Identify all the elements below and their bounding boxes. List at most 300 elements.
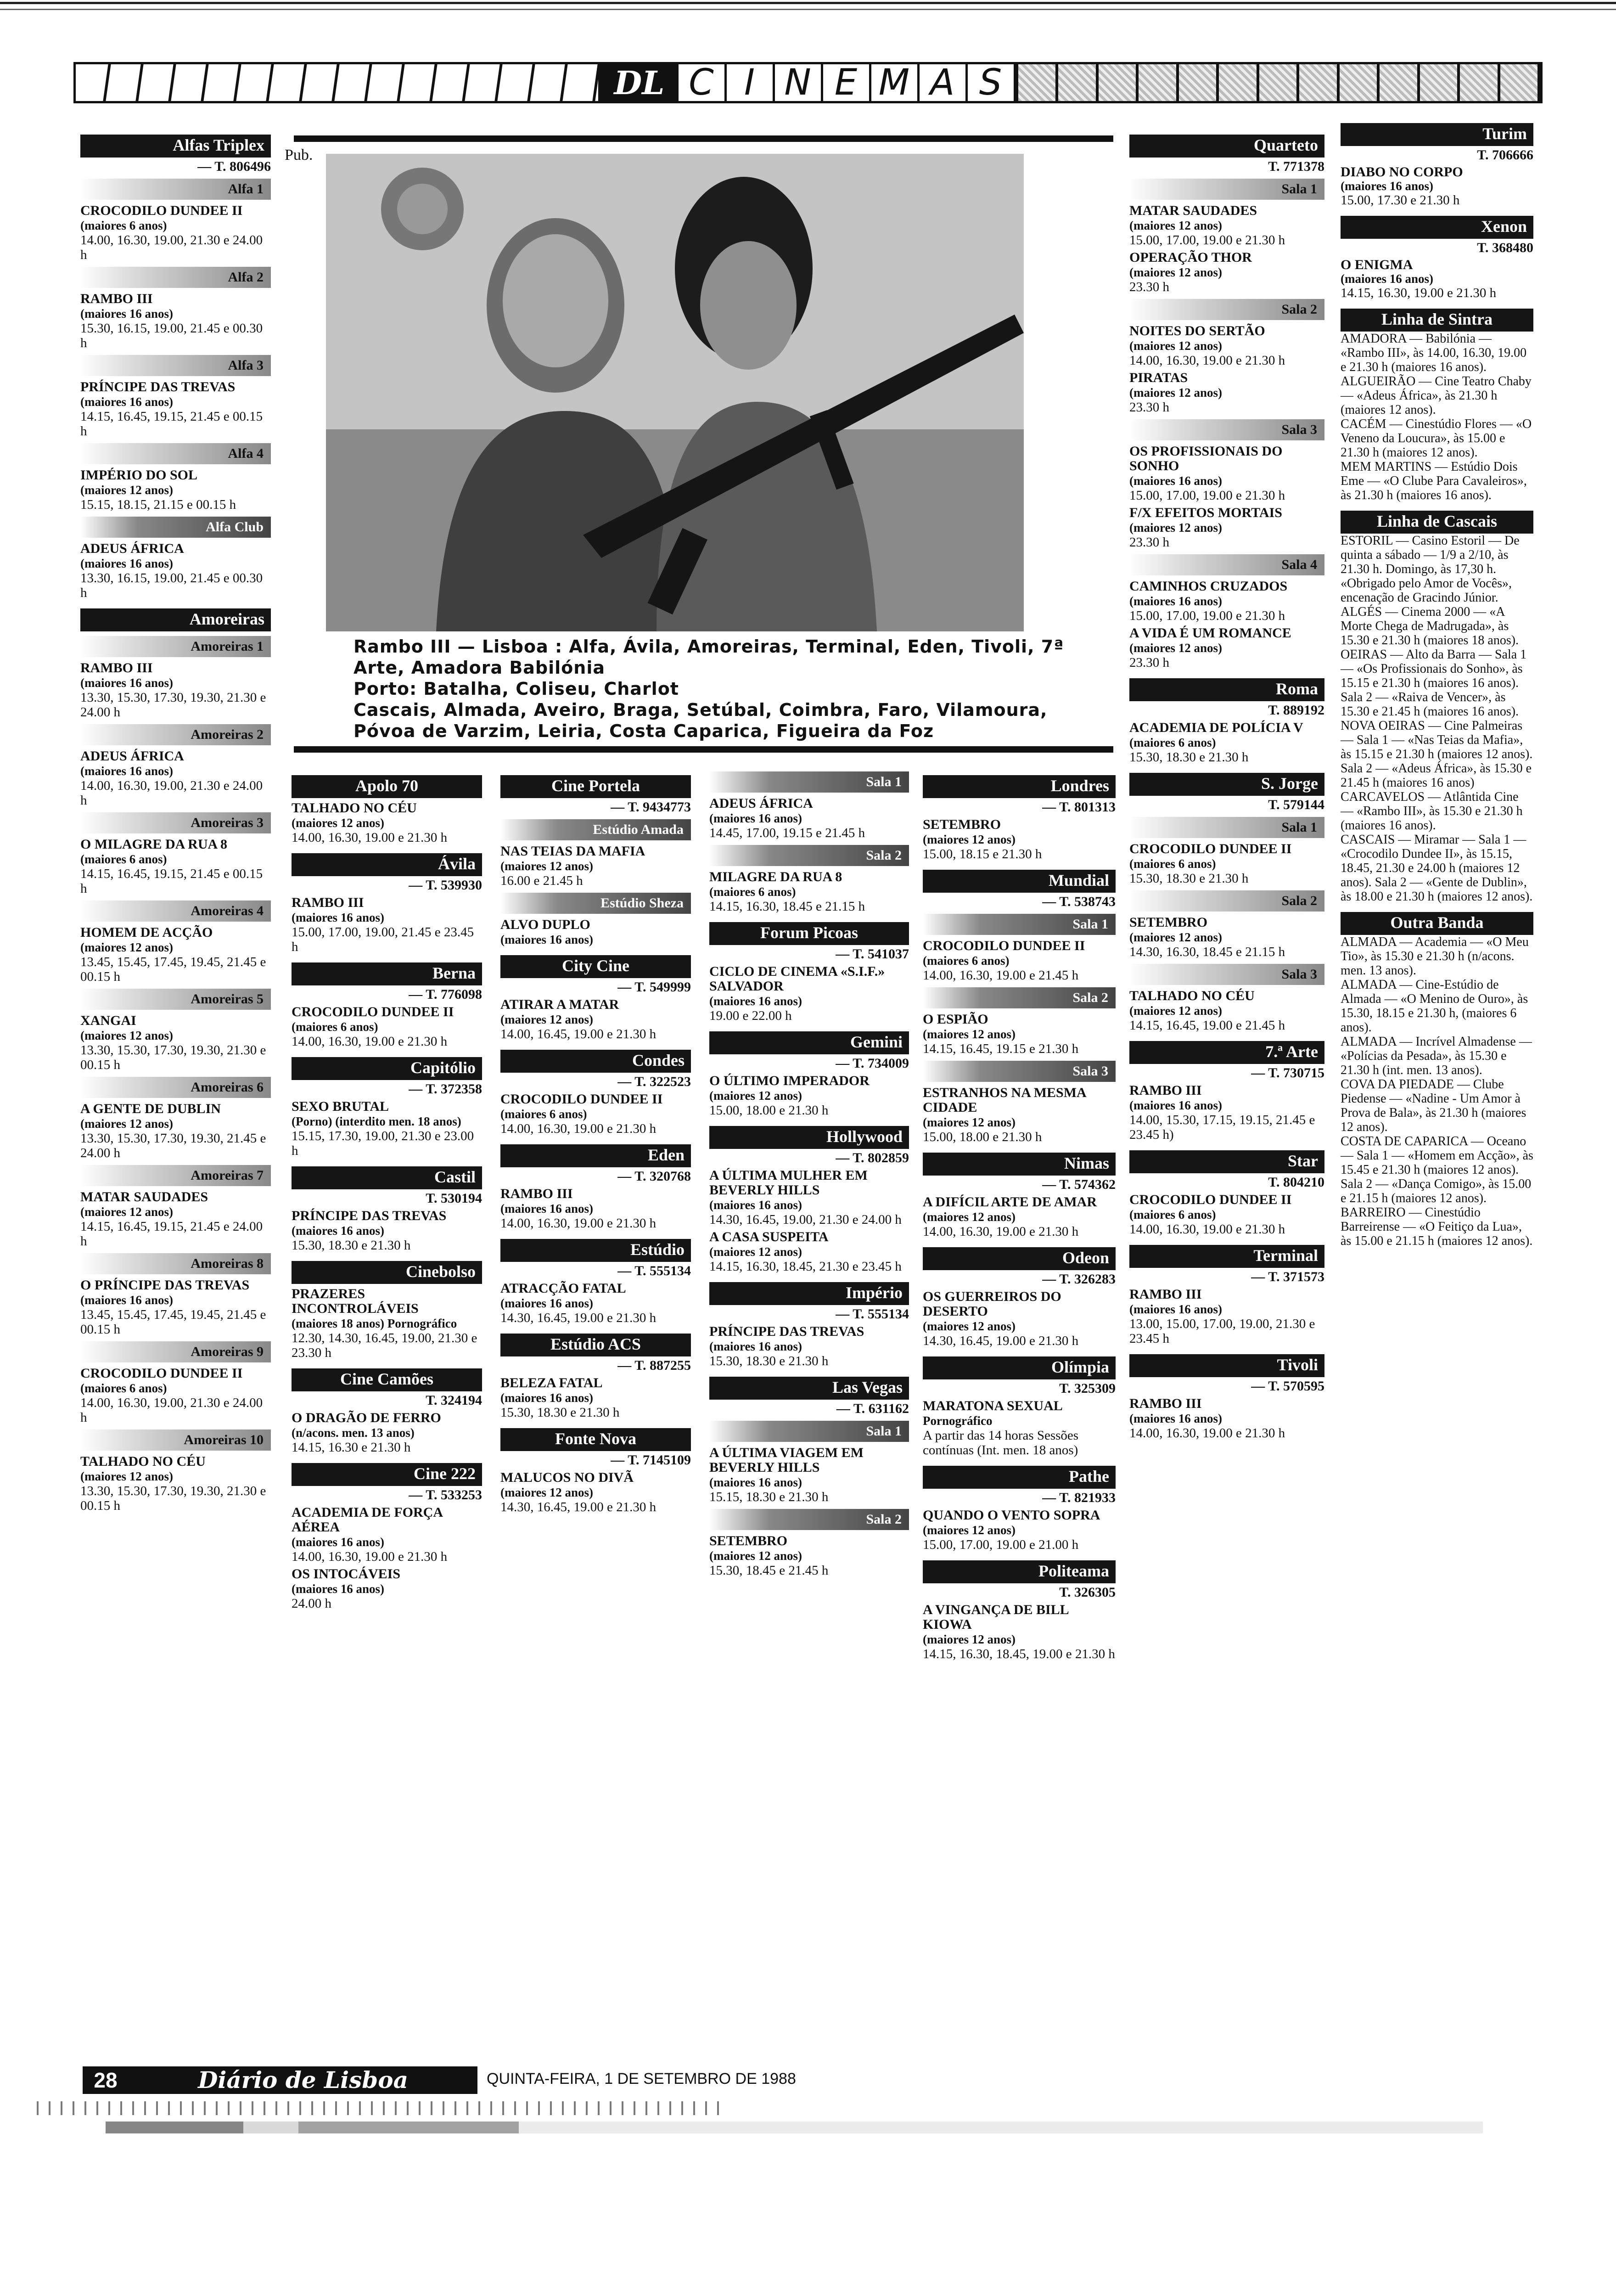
showtimes: 14.00, 16.30, 19.00 e 21.30 h [500,1216,656,1231]
regional-listing: ESTORIL — Casino Estoril — De quinta a sábado — 1/9 a 2/10, às 21.30 h. Domingo, às 17,30 h. «Obrigado pelo Amor de Vocês», encenação de Gracindo Júnior. [1341,534,1520,605]
showtimes: 23.30 h [1129,400,1169,415]
showtimes: 14.15, 16.45, 19.15 e 21.30 h [923,1041,1079,1056]
showtimes: 15.30, 16.15, 19.00, 21.45 e 00.30 h [80,321,263,350]
column-7 [1341,115,1533,1248]
age-rating: (maiores 12 anos) [1129,339,1222,353]
listing [923,1061,1116,1144]
showtimes: 15.15, 17.30, 19.00, 21.30 e 23.00 h [292,1129,474,1158]
cinema-listing [500,1144,691,1231]
age-rating: (maiores 12 anos) [1129,219,1222,232]
cinema-header: Cine Portela [500,775,691,798]
age-rating: (maiores 6 anos) [80,852,167,866]
age-rating: (maiores 12 anos) [80,1205,173,1219]
newspaper-name: Diário de Lisboa [129,2066,477,2094]
room-header: Amoreiras 9 [80,1341,271,1362]
showtimes: 23.30 h [1129,535,1169,550]
age-rating: (maiores 16 anos) [709,1339,802,1353]
room-header: Amoreiras 3 [80,812,271,833]
showtimes: 15.30, 18.30 e 21.30 h [1129,750,1249,765]
phone-number: — T. 555134 [617,1263,691,1278]
cinema-header: Eden [500,1144,691,1167]
listing [80,900,271,984]
showtimes: 16.00 e 21.45 h [500,873,583,888]
film-title: A ÚLTIMA MULHER EM BEVERLY HILLS [709,1168,868,1198]
cinema-listing [1129,1041,1324,1142]
age-rating: (maiores 6 anos) [1129,1208,1216,1221]
showtimes: 14.00, 16.30, 19.00, 21.30 e 24.00 h [80,233,263,262]
regional-listing: CACÉM — Cinestúdio Flores — «O Veneno da Loucura», às 15.00 e 21.30 h (maiores 12 anos). [1341,417,1532,460]
phone-number: T. 368480 [1477,240,1533,255]
room-header: Amoreiras 10 [80,1429,271,1451]
cinema-header: Nimas [923,1153,1116,1176]
phone-number: — T. 326283 [1042,1272,1116,1287]
age-rating: (maiores 16 anos) [80,307,173,321]
showtimes: 13.45, 15.45, 17.45, 19.45, 21.45 e 00.15 h [80,955,266,984]
title-letter: C [676,62,727,103]
age-rating: (maiores 16 anos) [292,1582,384,1596]
age-rating: (maiores 16 anos) [80,557,173,570]
film-title: MALUCOS NO DIVÃ [500,1470,634,1485]
regional-listing: ALGÉS — Cinema 2000 — «A Morte Chega de Madrugada», às 15.30 e 21.30 h (maiores 18 anos). [1341,605,1519,647]
age-rating: (maiores 12 anos) [923,1210,1016,1224]
phone-number: T. 579144 [1268,797,1324,812]
showtimes: 12.30, 14.30, 16.45, 19.00, 21.30 e 23.30 h [292,1331,477,1360]
column-6 [1129,126,1324,1441]
cinema-header: Politeama [923,1560,1116,1583]
section-header [73,62,1543,103]
cinema-header: Cine Camões [292,1368,482,1391]
film-title: TALHADO NO CÉU [80,1454,206,1469]
phone-number: — T. 821933 [1042,1490,1116,1505]
age-rating: (maiores 16 anos) [292,1535,384,1549]
phone-number: — T. 887255 [617,1358,691,1373]
showtimes: 13.45, 15.45, 17.45, 19.45, 21.45 e 00.15 h [80,1307,266,1337]
showtimes: 14.45, 17.00, 19.15 e 21.45 h [709,826,865,840]
cinema-header: City Cine [500,955,691,978]
phone-number: — T. 734009 [836,1056,909,1071]
ad-caption-line: Cascais, Almada, Aveiro, Braga, Setúbal, Coimbra, Faro, Vilamoura, [354,700,1048,720]
cinema-header: 7.ª Arte [1129,1041,1324,1064]
phone-number: T. 804210 [1268,1175,1324,1190]
cinema-header: Apolo 70 [292,775,482,798]
film-title: CROCODILO DUNDEE II [80,1366,243,1381]
showtimes: 14.30, 16.30, 18.45 e 21.15 h [1129,945,1285,959]
age-rating: (maiores 12 anos) [500,859,593,873]
cinema-listing [923,775,1116,861]
showtimes: 14.15, 16.45, 19.00 e 21.45 h [1129,1018,1285,1033]
title-letter: N [773,62,823,103]
film-title: QUANDO O VENTO SOPRA [923,1508,1100,1523]
listing [80,1165,271,1249]
showtimes: 14.30, 16.45, 19.00 e 21.30 h [500,1500,656,1514]
footer-smudge [106,2122,1483,2133]
cinema-listing [292,775,482,845]
listing [1129,299,1324,415]
room-header: Sala 4 [1129,554,1324,575]
cinema-listing [1129,678,1324,765]
cinema-listing [1341,216,1533,300]
age-rating: (maiores 12 anos) [500,1486,593,1499]
film-title: CAMINHOS CRUZADOS [1129,579,1288,594]
room-header: Sala 3 [923,1061,1116,1082]
film-title: RAMBO III [80,291,153,306]
film-title: CROCODILO DUNDEE II [1129,1192,1292,1207]
ad-caption-line: Porto: Batalha, Coliseu, Charlot [354,679,679,699]
cinema-header: Estúdio ACS [500,1334,691,1356]
cinema-header: Olímpia [923,1356,1116,1379]
region-header-outra-banda: Outra Banda [1341,912,1533,935]
film-title: ACADEMIA DE FORÇA AÉREA [292,1505,443,1535]
age-rating: (maiores 6 anos) [80,1381,167,1395]
cinema-header: Roma [1129,678,1324,701]
cinema-listing [923,1153,1116,1239]
cinema-listing [292,1057,482,1158]
age-rating: (maiores 16 anos) [1129,1412,1222,1425]
cinema-listing [923,1247,1116,1348]
film-title: A VIDA É UM ROMANCE [1129,625,1291,641]
showtimes: 13.00, 15.00, 17.00, 19.00, 21.30 e 23.45 h [1129,1317,1315,1346]
title-letter: M [869,62,920,103]
room-header: Sala 1 [709,771,909,793]
age-rating: (maiores 12 anos) [923,1027,1016,1041]
age-rating: (maiores 16 anos) [1129,1098,1222,1112]
phone-number: — T. 541037 [836,946,909,962]
title-letter: A [917,62,968,103]
film-title: ADEUS ÁFRICA [80,748,184,764]
room-header: Amoreiras 6 [80,1077,271,1098]
film-title: RAMBO III [500,1186,573,1201]
column-2 [292,767,482,1611]
phone-number: — T. 7145109 [611,1452,691,1468]
cinema-header: Alfas Triplex [80,135,271,158]
listing [1129,890,1324,959]
age-rating: (maiores 6 anos) [292,1020,378,1034]
age-rating: (maiores 16 anos) [292,1224,384,1238]
film-title: RAMBO III [1129,1287,1202,1302]
film-title: TALHADO NO CÉU [292,800,417,816]
showtimes: 14.00, 16.30, 19.00, 21.30 e 24.00 h [80,778,263,808]
film-title: IMPÉRIO DO SOL [80,467,198,483]
column-1 [80,126,271,1513]
cinema-header: Mundial [923,870,1116,893]
header-stripes-right [1016,62,1543,103]
listing [1129,554,1324,670]
listing [80,989,271,1072]
showtimes: 15.00, 17.00, 19.00 e 21.30 h [1129,233,1285,248]
cinema-header: Fonte Nova [500,1428,691,1451]
room-header: Sala 2 [709,845,909,866]
film-title: ADEUS ÁFRICA [709,796,813,811]
age-rating: (maiores 12 anos) [923,833,1016,846]
phone-number: — T. 570595 [1251,1379,1324,1394]
showtimes: 15.30, 18.30 e 21.30 h [709,1354,829,1368]
column-3 [500,767,691,1514]
cinema-header: Estúdio [500,1239,691,1262]
phone-number: — T. 549999 [617,979,691,995]
film-title: CROCODILO DUNDEE II [500,1092,663,1107]
film-title: A GENTE DE DUBLIN [80,1101,221,1116]
showtimes: 15.00, 17.00, 19.00, 21.45 e 23.45 h [292,925,474,954]
age-rating: (maiores 6 anos) [500,1107,587,1121]
region-header-sintra: Linha de Sintra [1341,309,1533,332]
ad-bottom-rule [294,746,1113,753]
film-title: SETEMBRO [923,817,1001,832]
regional-listing: BARREIRO — Cinestúdio Barreirense — «O Feitiço da Lua», às 15.00 e 21.15 h (maiores 12 anos). [1341,1205,1533,1248]
film-title: O DRAGÃO DE FERRO [292,1410,441,1425]
age-rating: (maiores 12 anos) [1129,641,1222,655]
age-rating: (maiores 16 anos) [1341,272,1433,286]
age-rating: (maiores 16 anos) [709,1475,802,1489]
showtimes: A partir das 14 horas Sessões contínuas (Int. men. 18 anos) [923,1428,1079,1458]
film-title: O ÚLTIMO IMPERADOR [709,1073,870,1088]
room-header: Alfa 1 [80,179,271,200]
header-stripes-left [73,62,600,103]
film-title: ESTRANHOS NA MESMA CIDADE [923,1085,1086,1115]
regional-listing: OEIRAS — Alto da Barra — Sala 1 — «Os Profissionais do Sonho», às 15.15 e 21.30 h (maiores 16 anos). Sala 2 — «Raiva de Vencer», às 15.30 e 21.45 h (maiores 16 anos). [1341,647,1527,719]
showtimes: 19.00 e 22.00 h [709,1008,792,1023]
cinema-listing [709,1377,909,1504]
age-rating: (maiores 16 anos) [1129,1302,1222,1316]
film-title: F/X EFEITOS MORTAIS [1129,505,1282,520]
age-rating: (maiores 12 anos) [80,940,173,954]
phone-number: — T. 371573 [1251,1269,1324,1284]
cinema-header: Star [1129,1150,1324,1173]
age-rating: (maiores 12 anos) [1129,386,1222,400]
regional-listing: CARCAVELOS — Atlântida Cine — «Rambo III», às 15.30 e 21.30 h (maiores 16 anos). [1341,790,1523,833]
phone-number: T. 889192 [1268,703,1324,718]
showtimes: 14.15, 16.30, 18.45 e 21.15 h [709,899,865,914]
cinema-header: Las Vegas [709,1377,909,1400]
cinema-header: Pathe [923,1466,1116,1489]
showtimes: 14.00, 16.30, 19.00 e 21.45 h [923,968,1079,983]
cinema-header: Hollywood [709,1126,909,1149]
room-header: Alfa 3 [80,355,271,376]
cinema-listing [292,1463,482,1611]
page-number: 28 [83,2066,129,2094]
listing [923,987,1116,1056]
showtimes: 14.00, 16.30, 19.00 e 21.30 h [500,1121,656,1136]
age-rating: (maiores 12 anos) [80,1029,173,1042]
showtimes: 15.00, 17.00, 19.00 e 21.00 h [923,1537,1079,1552]
film-title: O ESPIÃO [923,1012,988,1027]
film-title: OPERAÇÃO THOR [1129,250,1252,265]
listing [80,724,271,808]
cinema-header: Império [709,1282,909,1305]
age-rating: (maiores 12 anos) [709,1245,802,1259]
room-header: Sala 1 [1129,817,1324,838]
age-rating: (maiores 16 anos) [500,1202,593,1216]
film-title: SETEMBRO [1129,915,1208,930]
phone-number: T. 771378 [1268,159,1324,174]
showtimes: 14.00, 16.30, 19.00 e 21.30 h [923,1224,1079,1239]
ad-caption-line: Arte, Amadora Babilónia [354,658,606,678]
age-rating: (maiores 16 anos) [292,911,384,924]
regional-listing: NOVA OEIRAS — Cine Palmeiras — Sala 1 — «Nas Teias da Mafia», às 15.15 e 21.30 h (maiores 12 anos). Sala 2 — «Adeus África», às 15.30 e 21.45 h (maiores 16 anos) [1341,719,1533,790]
film-title: PIRATAS [1129,370,1188,385]
film-title: MARATONA SEXUAL [923,1398,1063,1413]
regional-listing: ALGUEIRÃO — Cine Teatro Chaby — «Adeus África», às 21.30 h (maiores 12 anos). [1341,374,1532,417]
listing [80,1253,271,1337]
room-header: Sala 3 [1129,964,1324,985]
cinema-header: Amoreiras [80,608,271,631]
cinema-listing [1129,135,1324,294]
cinema-listing [1129,1245,1324,1346]
cinema-header: Cine 222 [292,1463,482,1486]
age-rating: (maiores 16 anos) [500,1296,593,1310]
showtimes: 15.30, 18.30 e 21.30 h [500,1405,620,1420]
showtimes: 14.00, 16.30, 19.00 e 21.30 h [1129,1426,1285,1441]
age-rating: (n/acons. men. 13 anos) [292,1426,415,1440]
cinema-header: Terminal [1129,1245,1324,1268]
phone-number: — T. 574362 [1042,1177,1116,1192]
cinema-header: S. Jorge [1129,773,1324,796]
room-header: Estúdio Sheza [500,893,691,914]
film-title: RAMBO III [1129,1396,1202,1411]
phone-number: — T. 320768 [617,1169,691,1184]
ad-photo-illustration [326,154,1024,631]
cinema-listing [500,1334,691,1420]
age-rating: (maiores 18 anos) Pornográfico [292,1317,457,1330]
cinema-listing [709,922,909,1023]
showtimes: 14.00, 16.30, 19.00, 21.30 e 24.00 h [80,1396,263,1425]
cinema-header: Capitólio [292,1057,482,1080]
cinema-listing [292,1368,482,1455]
showtimes: 14.00, 16.30, 19.00 e 21.30 h [292,1549,448,1564]
age-rating: (maiores 16 anos) [80,676,173,690]
title-letter: S [965,62,1016,103]
listing [80,1341,271,1425]
cinema-header: Turim [1341,123,1533,146]
room-header: Estúdio Amada [500,819,691,840]
showtimes: 15.00, 18.00 e 21.30 h [923,1130,1042,1144]
showtimes: 15.30, 18.30 e 21.30 h [292,1238,411,1253]
age-rating: (maiores 16 anos) [500,1391,593,1405]
regional-listing: MEM MARTINS — Estúdio Dois Eme — «O Clube Para Cavaleiros», às 21.30 h (maiores 16 anos). [1341,460,1527,502]
cinema-header: Gemini [709,1031,909,1054]
age-rating: (maiores 12 anos) [292,816,384,830]
phone-number: — T. 539930 [409,878,482,893]
age-rating: (maiores 6 anos) [923,954,1010,968]
showtimes: 13.30, 15.30, 17.30, 19.30, 21.30 e 00.15 h [80,1043,266,1072]
listing [80,443,271,512]
cinema-listing [500,1239,691,1325]
regional-listing: COSTA DE CAPARICA — Oceano — Sala 1 — «Homem em Acção», às 15.45 e 21.30 h (maiores 12 anos). Sala 2 — «Dança Comigo», às 15.00 e 21.15 h (maiores 12 anos). [1341,1134,1533,1205]
footer-ticks [37,2101,725,2115]
film-title: O MILAGRE DA RUA 8 [80,837,228,852]
phone-number: — T. 9434773 [611,799,691,815]
regional-listing: COVA DA PIEDADE — Clube Piedense — «Nadine - Um Amor à Prova de Bala», às 21.30 h (maiores 12 anos). [1341,1077,1526,1134]
film-title: PRÍNCIPE DAS TREVAS [80,379,236,394]
ad-pub-label: Pub. [285,146,313,163]
film-title: RAMBO III [80,660,153,675]
cinema-header: Forum Picoas [709,922,909,945]
phone-number: — T. 631162 [836,1401,909,1416]
listing [80,179,271,262]
showtimes: 14.15, 16.45, 19.15, 21.45 e 00.15 h [80,409,263,439]
showtimes: 14.15, 16.45, 19.15, 21.45 e 00.15 h [80,867,263,896]
showtimes: 23.30 h [1129,655,1169,670]
listing [80,355,271,439]
film-title: CROCODILO DUNDEE II [80,203,243,218]
showtimes: 14.15, 16.30 e 21.30 h [292,1440,411,1455]
listing [709,1509,909,1578]
section-title-cinemas [679,62,1016,103]
cinema-listing [500,955,691,1041]
film-title: RAMBO III [292,895,364,910]
rambo-advertisement [285,131,1113,755]
cinema-header: Odeon [923,1247,1116,1270]
showtimes: 24.00 h [292,1596,331,1611]
cinema-listing [1341,123,1533,208]
showtimes: 14.00, 16.45, 19.00 e 21.30 h [500,1027,656,1041]
cinema-listing [292,1261,482,1360]
listing [80,517,271,600]
phone-number: — T. 372358 [409,1081,482,1097]
film-title: NAS TEIAS DA MAFIA [500,844,645,859]
ad-caption-line: Póvoa de Varzim, Leiria, Costa Caparica, Figueira da Foz [354,721,934,741]
cinema-header: Ávila [292,853,482,876]
film-title: A DIFÍCIL ARTE DE AMAR [923,1194,1097,1210]
film-title: OS PROFISSIONAIS DO SONHO [1129,444,1283,473]
regional-listing: ALMADA — Cine-Estúdio de Almada — «O Menino de Ouro», às 15.30, 18.15 e 21.30 h, (maiores 6 anos). [1341,978,1528,1035]
room-header: Sala 1 [1129,179,1324,200]
film-title: PRÍNCIPE DAS TREVAS [292,1208,447,1223]
listing [709,845,909,914]
cinema-listing [923,1356,1116,1458]
age-rating: (maiores 12 anos) [1129,1004,1222,1018]
film-title: A CASA SUSPEITA [709,1229,829,1244]
age-rating: (maiores 12 anos) [80,1117,173,1131]
showtimes: 14.00, 15.30, 17.15, 19.15, 21.45 e 23.45 h) [1129,1113,1315,1142]
film-title: ACADEMIA DE POLÍCIA V [1129,720,1303,735]
film-title: O ENIGMA [1341,257,1413,272]
title-letter: E [821,62,871,103]
showtimes: 15.00, 17.00, 19.00 e 21.30 h [1129,608,1285,623]
showtimes: 14.15, 16.30, 19.00 e 21.30 h [1341,286,1497,300]
film-title: NOITES DO SERTÃO [1129,323,1265,338]
phone-number: T. 530194 [426,1191,482,1206]
ad-photo [326,154,1024,631]
age-rating: (maiores 12 anos) [709,1089,802,1103]
listing [80,1077,271,1160]
phone-number: — T. 776098 [409,987,482,1002]
cinema-header: Londres [923,775,1116,798]
film-title: SETEMBRO [709,1533,788,1548]
film-title: RAMBO III [1129,1083,1202,1098]
room-header: Sala 2 [1129,890,1324,912]
phone-number: T. 706666 [1477,147,1533,163]
phone-number: — T. 322523 [617,1074,691,1089]
cinema-listing [1129,1150,1324,1237]
cinema-listing [292,962,482,1049]
age-rating: (maiores 16 anos) [80,1293,173,1307]
film-title: CROCODILO DUNDEE II [1129,841,1292,856]
room-header: Amoreiras 8 [80,1253,271,1274]
room-header: Amoreiras 1 [80,636,271,657]
age-rating: (maiores 12 anos) [923,1115,1016,1129]
showtimes: 14.00, 16.30, 19.00 e 21.30 h [292,1034,448,1049]
film-title: HOMEM DE ACÇÃO [80,925,213,940]
phone-number: — T. 802859 [836,1150,909,1165]
cinema-header: Cinebolso [292,1261,482,1284]
phone-number: — T. 801313 [1042,799,1116,815]
film-title: O PRÍNCIPE DAS TREVAS [80,1277,250,1293]
room-header: Sala 3 [1129,419,1324,440]
film-title: MATAR SAUDADES [1129,203,1257,218]
age-rating: (maiores 12 anos) [1129,930,1222,944]
phone-number: — T. 555134 [836,1306,909,1322]
film-title: DIABO NO CORPO [1341,164,1463,180]
